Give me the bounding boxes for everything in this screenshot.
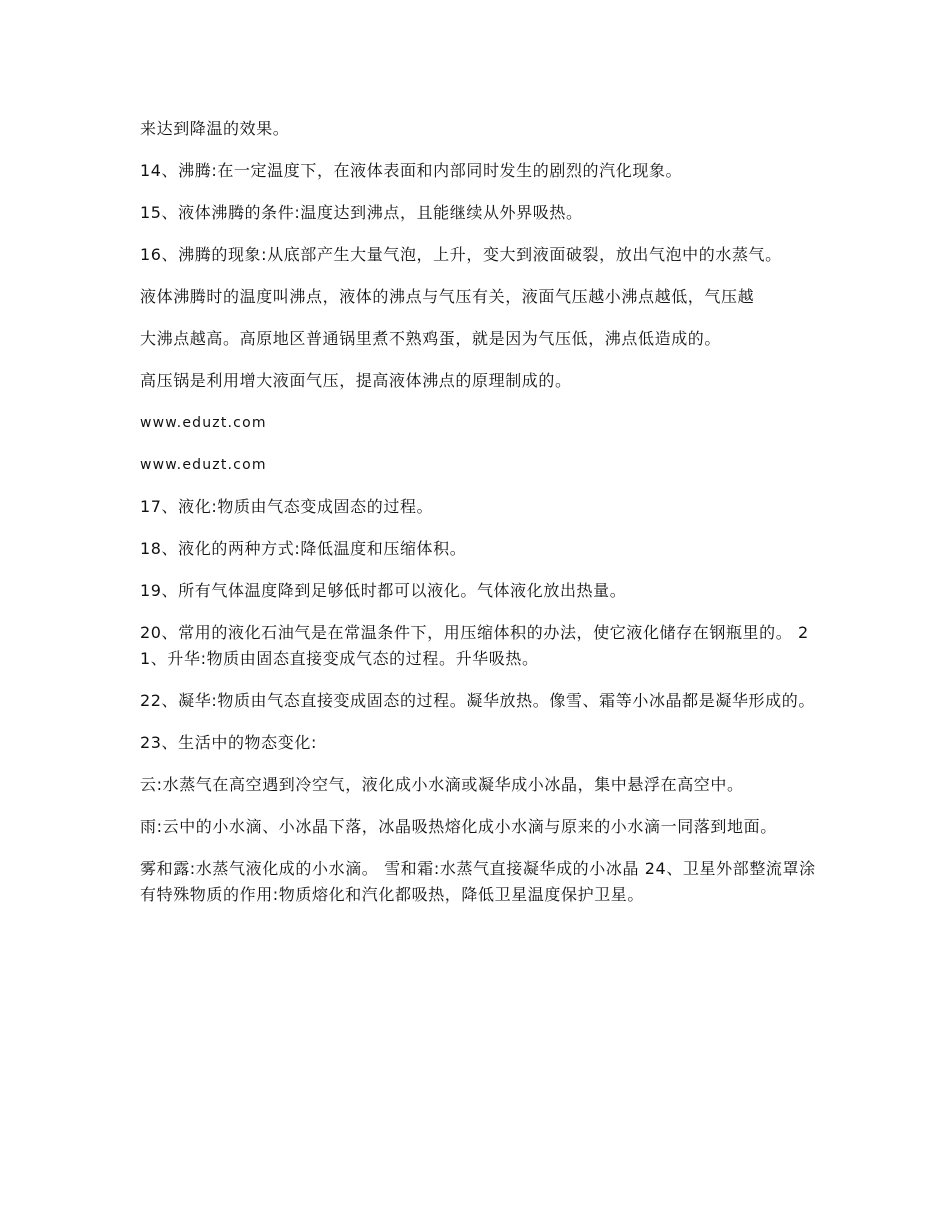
website-url-text: www.eduzt.com [140,457,267,473]
paragraph-rain: 雨:云中的小水滴、小冰晶下落，冰晶吸热熔化成小水滴与原来的小水滴一同落到地面。 [140,817,777,836]
paragraph-boiling-conditions: 15、液体沸腾的条件:温度达到沸点，且能继续从外界吸热。 [140,203,583,222]
paragraph-boiling-point: 液体沸腾时的温度叫沸点，液体的沸点与气压有关，液面气压越小沸点越低，气压越 [140,287,755,306]
paragraph-cloud: 云:水蒸气在高空遇到冷空气，液化成小水滴或凝华成小冰晶，集中悬浮在高空中。 [140,775,744,794]
paragraph-boiling-phenomenon: 16、沸腾的现象:从底部产生大量气泡，上升，变大到液面破裂，放出气泡中的水蒸气。 [140,245,782,264]
paragraph-plateau-cooking: 大沸点越高。高原地区普通锅里煮不熟鸡蛋，就是因为气压低，沸点低造成的。 [140,329,722,348]
paragraph-boiling-definition: 14、沸腾:在一定温度下，在液体表面和内部同时发生的剧烈的汽化现象。 [140,161,683,180]
paragraph-fog-dew-snow-frost: 雾和露:水蒸气液化成的小水滴。 雪和霜:水蒸气直接凝华成的小冰晶 24、卫星外部整流罩涂有特殊物质的作用:物质熔化和汽化都吸热，降低卫星温度保护卫星。 [140,859,816,904]
paragraph-gas-liquefaction: 19、所有气体温度降到足够低时都可以液化。气体液化放出热量。 [140,581,627,600]
document-page [140,116,820,924]
paragraph-cooling-effect: 来达到降温的效果。 [140,119,290,138]
paragraph-pressure-cooker: 高压锅是利用增大液面气压，提高液体沸点的原理制成的。 [140,371,572,390]
paragraph-lpg-sublimation: 20、常用的液化石油气是在常温条件下，用压缩体积的办法，使它液化储存在钢瓶里的。 21、升华:物质由固态直接变成气态的过程。升华吸热。 [140,623,809,668]
website-url-text: www.eduzt.com [140,415,267,431]
paragraph-liquefaction-definition: 17、液化:物质由气态变成固态的过程。 [140,497,434,516]
paragraph-desublimation: 22、凝华:物质由气态直接变成固态的过程。凝华放热。像雪、霜等小冰晶都是凝华形成的。 [140,691,815,710]
paragraph-liquefaction-methods: 18、液化的两种方式:降低温度和压缩体积。 [140,539,467,558]
paragraph-daily-life-heading: 23、生活中的物态变化: [140,733,317,752]
